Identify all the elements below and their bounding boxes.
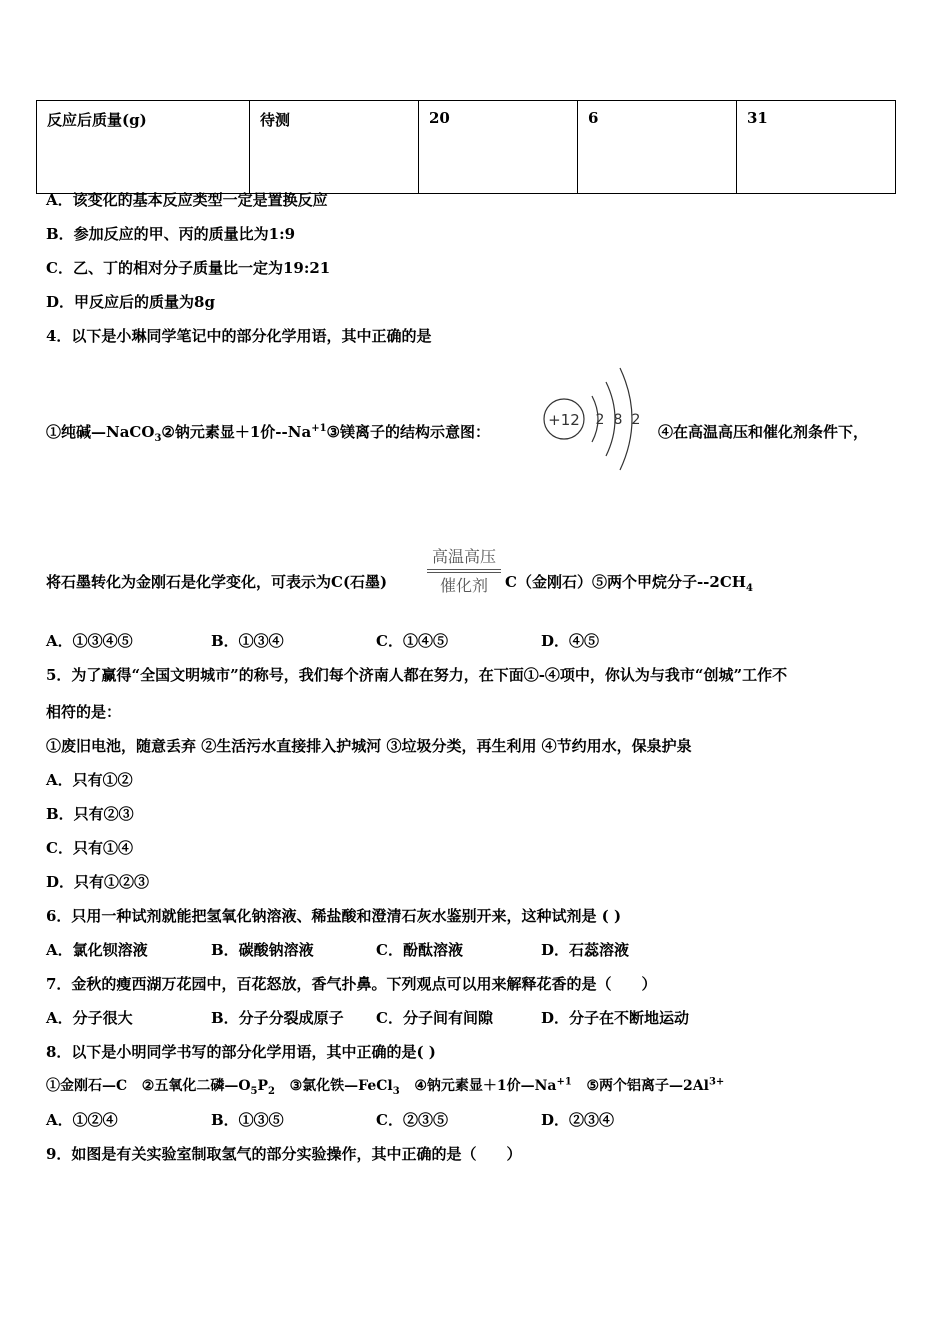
q8-option-d: D．②③④ <box>541 1111 615 1129</box>
q6-option-b: B．碳酸钠溶液 <box>211 941 314 959</box>
q4-item-2: ②钠元素显＋1价$--Na^{+1}$ <box>161 423 327 441</box>
q4-line2a: 将石墨转化为金刚石是化学变化，可表示为C(石墨) <box>46 573 388 591</box>
q8-option-c: C．②③⑤ <box>376 1111 448 1129</box>
q6-option-c: C．酚酞溶液 <box>376 941 463 959</box>
q4-option-c: C．①④⑤ <box>376 632 448 650</box>
q6-options <box>46 939 629 960</box>
table-row <box>37 101 896 194</box>
q6-option-a: A．氯化钡溶液 <box>46 941 148 959</box>
q8-options <box>46 1109 614 1130</box>
q8-option-b: B．①③⑤ <box>211 1111 284 1129</box>
q4-option-b: B．①③④ <box>211 632 284 650</box>
q5-option-c: C．只有①④ <box>46 839 133 857</box>
shell-electrons: 8 <box>613 412 623 428</box>
q3-option-a: A．该变化的基本反应类型一定是置换反应 <box>46 191 328 209</box>
q7-option-a: A．分子很大 <box>46 1009 133 1027</box>
q4-item-4: ④在高温高压和催化剂条件下， <box>658 423 869 441</box>
table-cell: 6 <box>578 101 737 194</box>
q8-items <box>46 1075 724 1097</box>
q6-stem: 6．只用一种试剂就能把氢氧化钠溶液、稀盐酸和澄清石灰水鉴别开来，这种试剂是 ( ) <box>46 907 622 925</box>
q4-stem: 4．以下是小琳同学笔记中的部分化学用语，其中正确的是 <box>46 327 432 345</box>
shell-electrons: 2 <box>595 412 605 428</box>
q8-item-2: ②五氧化二磷$—O_5P_2$ <box>141 1078 275 1097</box>
q4-item-1: ①纯碱—NaCO$_3$ <box>46 423 162 444</box>
q9-stem: 9．如图是有关实验室制取氢气的部分实验操作，其中正确的是（ ） <box>46 1145 522 1163</box>
q8-item-4: ④钠元素显＋1价$—Na^{+1}$ <box>414 1076 572 1094</box>
q5-option-b: B．只有②③ <box>46 805 134 823</box>
q4-options <box>46 630 599 651</box>
q8-item-1: ①金刚石—C <box>46 1078 128 1094</box>
q3-option-b: B．参加反应的甲、丙的质量比为1:9 <box>46 225 296 243</box>
q7-option-b: B．分子分裂成原子 <box>211 1009 344 1027</box>
shell-electrons: 2 <box>631 412 641 428</box>
q3-option-d: D．甲反应后的质量为8g <box>46 293 215 311</box>
q5-stem: 5．为了赢得“全国文明城市”的称号，我们每个济南人都在努力，在下面①-④项中，你认为与我市“创城”工作不 <box>46 666 788 684</box>
q4-line2b: C（金刚石）⑤两个甲烷分子$--2CH_4$ <box>505 573 753 594</box>
q8-option-a: A．①②④ <box>46 1111 118 1129</box>
q7-options <box>46 1007 689 1028</box>
q5-items: ①废旧电池，随意丢弃 ②生活污水直接排入护城河 ③垃圾分类，再生利用 ④节约用水，保泉护泉 <box>46 737 692 755</box>
nucleus-charge: +12 <box>548 411 580 429</box>
table-cell: 20 <box>419 101 578 194</box>
magnesium-ion-diagram <box>540 362 650 476</box>
q8-item-5: ⑤两个铝离子$—2Al^{3+}$ <box>586 1076 725 1094</box>
table-cell: 反应后质量(g) <box>37 101 250 194</box>
q8-stem: 8．以下是小明同学书写的部分化学用语，其中正确的是( ) <box>46 1043 436 1061</box>
q5-option-d: D．只有①②③ <box>46 873 150 891</box>
mass-table <box>36 100 896 194</box>
q4-option-d: D．④⑤ <box>541 632 600 650</box>
q7-option-d: D．分子在不断地运动 <box>541 1009 690 1027</box>
q7-option-c: C．分子间有间隙 <box>376 1009 493 1027</box>
q8-item-3: ③氯化铁—FeCl$_3$ <box>289 1078 400 1097</box>
q7-stem: 7．金秋的瘦西湖万花园中，百花怒放，香气扑鼻。下列观点可以用来解释花香的是（ ） <box>46 975 657 993</box>
q5-stem-cont: 相符的是： <box>46 703 122 721</box>
q3-option-c: C．乙、丁的相对分子质量比一定为19:21 <box>46 259 331 277</box>
q4-option-a: A．①③④⑤ <box>46 632 133 650</box>
condition-top: 高温高压 <box>431 547 496 566</box>
q4-line1 <box>46 421 490 444</box>
q5-option-a: A．只有①② <box>46 771 133 789</box>
table-cell: 待测 <box>250 101 419 194</box>
reaction-condition <box>427 544 501 596</box>
condition-bottom: 催化剂 <box>439 576 488 595</box>
table-cell: 31 <box>737 101 896 194</box>
q4-item-3: ③镁离子的结构示意图： <box>326 423 490 441</box>
q6-option-d: D．石蕊溶液 <box>541 941 630 959</box>
